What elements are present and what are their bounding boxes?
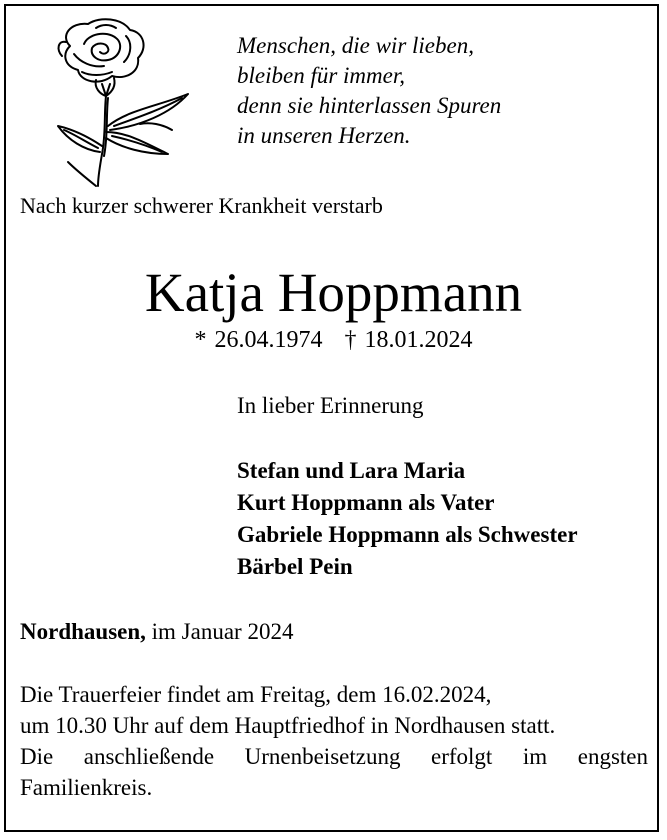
place: Nordhausen, bbox=[20, 619, 146, 644]
death-date: † 18.01.2024 bbox=[344, 327, 473, 353]
ceremony-line: Die Trauerfeier findet am Freitag, dem 16.02.2024, bbox=[20, 682, 492, 707]
ceremony-text bbox=[20, 679, 648, 803]
place-date bbox=[20, 619, 293, 645]
poem-line: in unseren Herzen. bbox=[237, 123, 411, 148]
ceremony-line: um 10.30 Uhr auf dem Hauptfriedhof in Nordhausen statt. bbox=[20, 713, 556, 738]
birth-date: * 26.04.1974 bbox=[194, 327, 323, 353]
poem-line: denn sie hinterlassen Spuren bbox=[237, 93, 502, 118]
life-dates bbox=[0, 327, 667, 354]
rose-icon bbox=[40, 14, 220, 194]
ceremony-line: Die anschließende Urnenbeisetzung erfolgt im engsten bbox=[20, 744, 648, 769]
mourner: Stefan und Lara Maria bbox=[237, 458, 466, 483]
intro-text: Nach kurzer schwerer Krankheit verstarb bbox=[20, 193, 383, 218]
deceased-name: Katja Hoppmann bbox=[144, 262, 523, 323]
ceremony-line: Familienkreis. bbox=[20, 775, 153, 800]
mourner: Bärbel Pein bbox=[237, 554, 353, 579]
poem-line: bleiben für immer, bbox=[237, 63, 406, 88]
poem-line: Menschen, die wir lieben, bbox=[237, 33, 474, 58]
poem bbox=[237, 31, 501, 151]
mourner: Gabriele Hoppmann als Schwester bbox=[237, 522, 578, 547]
mourners-list bbox=[237, 455, 578, 583]
memory-line: In lieber Erinnerung bbox=[237, 393, 424, 418]
date-line: im Januar 2024 bbox=[151, 619, 294, 644]
mourner: Kurt Hoppmann als Vater bbox=[237, 490, 495, 515]
